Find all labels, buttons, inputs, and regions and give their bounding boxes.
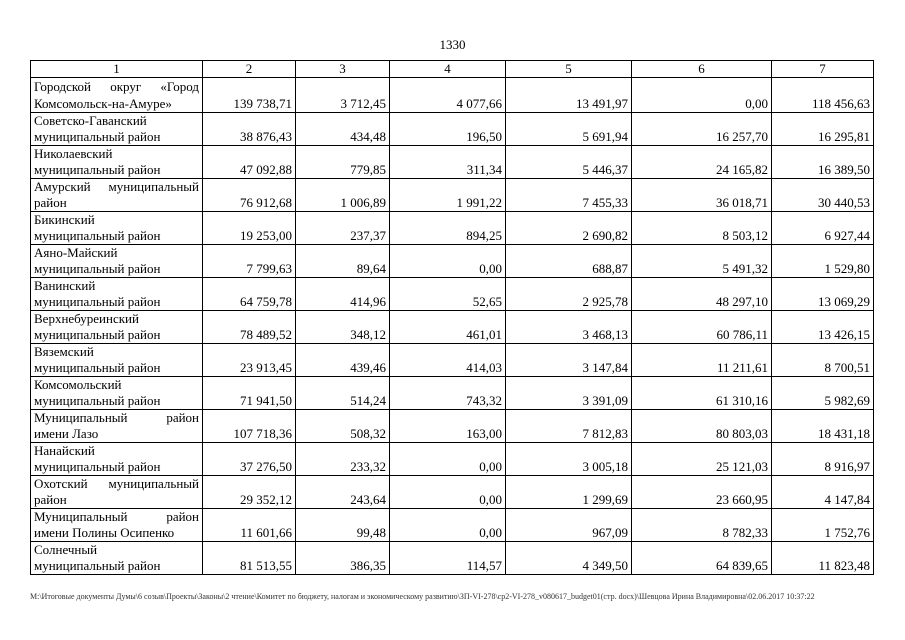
municipality-name-line: Комсомольский [34,377,122,392]
municipality-name [31,78,203,113]
value-cell-col-3: 348,12 [296,311,390,344]
column-header: 5 [506,61,632,78]
value-cell-col-6: 23 660,95 [632,476,772,509]
column-header: 6 [632,61,772,78]
table-row [31,377,874,410]
value-cell-col-2: 37 276,50 [203,443,296,476]
municipality-name [31,542,203,575]
value-cell-col-6: 60 786,11 [632,311,772,344]
value-cell-col-3: 414,96 [296,278,390,311]
value-cell-col-5: 7 812,83 [506,410,632,443]
value-cell-col-2: 139 738,71 [203,78,296,113]
value-cell-col-3: 386,35 [296,542,390,575]
municipality-name-line: Аяно-Майский [34,245,118,260]
municipality-name-line: имени Полины Осипенко [34,525,175,540]
value-cell-col-7: 4 147,84 [772,476,874,509]
table-row [31,542,874,575]
column-header: 4 [390,61,506,78]
municipality-name [31,113,203,146]
value-cell-col-3: 99,48 [296,509,390,542]
municipality-name [31,410,203,443]
budget-table [30,60,874,575]
value-cell-col-6: 24 165,82 [632,146,772,179]
table-row [31,113,874,146]
municipality-name-line: район [34,492,67,507]
table-row [31,509,874,542]
value-cell-col-2: 11 601,66 [203,509,296,542]
value-cell-col-5: 1 299,69 [506,476,632,509]
value-cell-col-5: 13 491,97 [506,78,632,113]
value-cell-col-4: 4 077,66 [390,78,506,113]
value-cell-col-7: 11 823,48 [772,542,874,575]
value-cell-col-6: 5 491,32 [632,245,772,278]
value-cell-col-2: 64 759,78 [203,278,296,311]
value-cell-col-7: 6 927,44 [772,212,874,245]
municipality-name-line: Николаевский [34,146,113,161]
table-row [31,179,874,212]
value-cell-col-4: 894,25 [390,212,506,245]
municipality-name-line: Ванинский [34,278,96,293]
value-cell-col-4: 311,34 [390,146,506,179]
municipality-name-line: муниципальный район [34,294,161,309]
value-cell-col-5: 5 446,37 [506,146,632,179]
value-cell-col-3: 233,32 [296,443,390,476]
value-cell-col-7: 16 389,50 [772,146,874,179]
value-cell-col-5: 5 691,94 [506,113,632,146]
municipality-name-line: Солнечный [34,542,98,557]
municipality-name [31,476,203,509]
value-cell-col-6: 8 503,12 [632,212,772,245]
table-row [31,443,874,476]
municipality-name-line: Комсомольск-на-Амуре» [34,96,172,111]
municipality-name-line: муниципальный район [34,393,161,408]
value-cell-col-6: 80 803,03 [632,410,772,443]
value-cell-col-6: 8 782,33 [632,509,772,542]
value-cell-col-7: 1 752,76 [772,509,874,542]
value-cell-col-3: 779,85 [296,146,390,179]
column-header: 7 [772,61,874,78]
value-cell-col-7: 118 456,63 [772,78,874,113]
municipality-name-line: район [34,195,67,210]
municipality-name-line: Нанайский [34,443,95,458]
municipality-name [31,509,203,542]
municipality-name-line: муниципальный район [34,360,161,375]
value-cell-col-2: 7 799,63 [203,245,296,278]
municipality-name-line: Муниципальный район [34,410,199,425]
municipality-name-line: муниципальный район [34,228,161,243]
municipality-name-line: Бикинский [34,212,95,227]
value-cell-col-6: 16 257,70 [632,113,772,146]
table-row [31,146,874,179]
value-cell-col-3: 1 006,89 [296,179,390,212]
value-cell-col-5: 2 925,78 [506,278,632,311]
municipality-name [31,344,203,377]
value-cell-col-4: 414,03 [390,344,506,377]
value-cell-col-2: 107 718,36 [203,410,296,443]
value-cell-col-6: 25 121,03 [632,443,772,476]
value-cell-col-3: 508,32 [296,410,390,443]
value-cell-col-3: 3 712,45 [296,78,390,113]
municipality-name [31,146,203,179]
municipality-name-line: Советско-Гаванский [34,113,147,128]
municipality-name [31,377,203,410]
municipality-name-line: Амурский муниципальный [34,179,199,194]
value-cell-col-7: 5 982,69 [772,377,874,410]
municipality-name-line: имени Лазо [34,426,99,441]
value-cell-col-2: 71 941,50 [203,377,296,410]
value-cell-col-4: 461,01 [390,311,506,344]
table-row [31,311,874,344]
value-cell-col-7: 8 916,97 [772,443,874,476]
value-cell-col-2: 23 913,45 [203,344,296,377]
value-cell-col-6: 36 018,71 [632,179,772,212]
table-row [31,476,874,509]
municipality-name-line: Вяземский [34,344,94,359]
municipality-name [31,311,203,344]
value-cell-col-6: 0,00 [632,78,772,113]
value-cell-col-7: 30 440,53 [772,179,874,212]
value-cell-col-7: 16 295,81 [772,113,874,146]
column-header: 1 [31,61,203,78]
table-row [31,410,874,443]
column-header: 2 [203,61,296,78]
value-cell-col-2: 47 092,88 [203,146,296,179]
municipality-name-line: Охотский муниципальный [34,476,199,491]
value-cell-col-5: 3 391,09 [506,377,632,410]
municipality-name [31,212,203,245]
value-cell-col-5: 4 349,50 [506,542,632,575]
value-cell-col-6: 64 839,65 [632,542,772,575]
value-cell-col-5: 3 147,84 [506,344,632,377]
table-row [31,78,874,113]
value-cell-col-6: 61 310,16 [632,377,772,410]
column-header: 3 [296,61,390,78]
value-cell-col-7: 13 426,15 [772,311,874,344]
value-cell-col-3: 514,24 [296,377,390,410]
municipality-name-line: муниципальный район [34,459,161,474]
file-path-footer: M:\Итоговые документы Думы\6 созыв\Проекты\Законы\2 чтение\Комитет по бюджету, налогам и экономическому развитию\ЗП-VI-278\ср2-VI-278_v080617_budget01(стр. docx)\Шевцова Ирина Владимировна\02.06.2017 10:37:22 [30,592,815,601]
value-cell-col-7: 1 529,80 [772,245,874,278]
value-cell-col-4: 163,00 [390,410,506,443]
value-cell-col-5: 2 690,82 [506,212,632,245]
table-row [31,245,874,278]
value-cell-col-2: 76 912,68 [203,179,296,212]
municipality-name-line: Городской округ «Город [34,79,199,94]
table-row [31,278,874,311]
municipality-name [31,443,203,476]
municipality-name-line: муниципальный район [34,558,161,573]
municipality-name [31,179,203,212]
value-cell-col-3: 89,64 [296,245,390,278]
value-cell-col-6: 11 211,61 [632,344,772,377]
header-row [31,61,874,78]
value-cell-col-4: 114,57 [390,542,506,575]
value-cell-col-4: 0,00 [390,245,506,278]
value-cell-col-2: 19 253,00 [203,212,296,245]
municipality-name-line: Верхнебуреинский [34,311,139,326]
municipality-name-line: муниципальный район [34,162,161,177]
table-row [31,212,874,245]
value-cell-col-5: 7 455,33 [506,179,632,212]
value-cell-col-5: 967,09 [506,509,632,542]
value-cell-col-7: 18 431,18 [772,410,874,443]
value-cell-col-5: 3 005,18 [506,443,632,476]
page-number: 1330 [439,37,466,52]
value-cell-col-2: 38 876,43 [203,113,296,146]
municipality-name-line: муниципальный район [34,327,161,342]
municipality-name-line: Муниципальный район [34,509,199,524]
value-cell-col-7: 13 069,29 [772,278,874,311]
value-cell-col-5: 3 468,13 [506,311,632,344]
value-cell-col-4: 0,00 [390,476,506,509]
municipality-name [31,245,203,278]
value-cell-col-7: 8 700,51 [772,344,874,377]
value-cell-col-4: 196,50 [390,113,506,146]
value-cell-col-3: 237,37 [296,212,390,245]
value-cell-col-4: 1 991,22 [390,179,506,212]
value-cell-col-2: 78 489,52 [203,311,296,344]
municipality-name-line: муниципальный район [34,129,161,144]
value-cell-col-6: 48 297,10 [632,278,772,311]
value-cell-col-5: 688,87 [506,245,632,278]
value-cell-col-4: 0,00 [390,443,506,476]
municipality-name [31,278,203,311]
value-cell-col-3: 434,48 [296,113,390,146]
value-cell-col-3: 439,46 [296,344,390,377]
value-cell-col-2: 29 352,12 [203,476,296,509]
value-cell-col-2: 81 513,55 [203,542,296,575]
municipality-name-line: муниципальный район [34,261,161,276]
value-cell-col-4: 0,00 [390,509,506,542]
value-cell-col-4: 52,65 [390,278,506,311]
table-body [31,78,874,575]
value-cell-col-3: 243,64 [296,476,390,509]
table-row [31,344,874,377]
value-cell-col-4: 743,32 [390,377,506,410]
